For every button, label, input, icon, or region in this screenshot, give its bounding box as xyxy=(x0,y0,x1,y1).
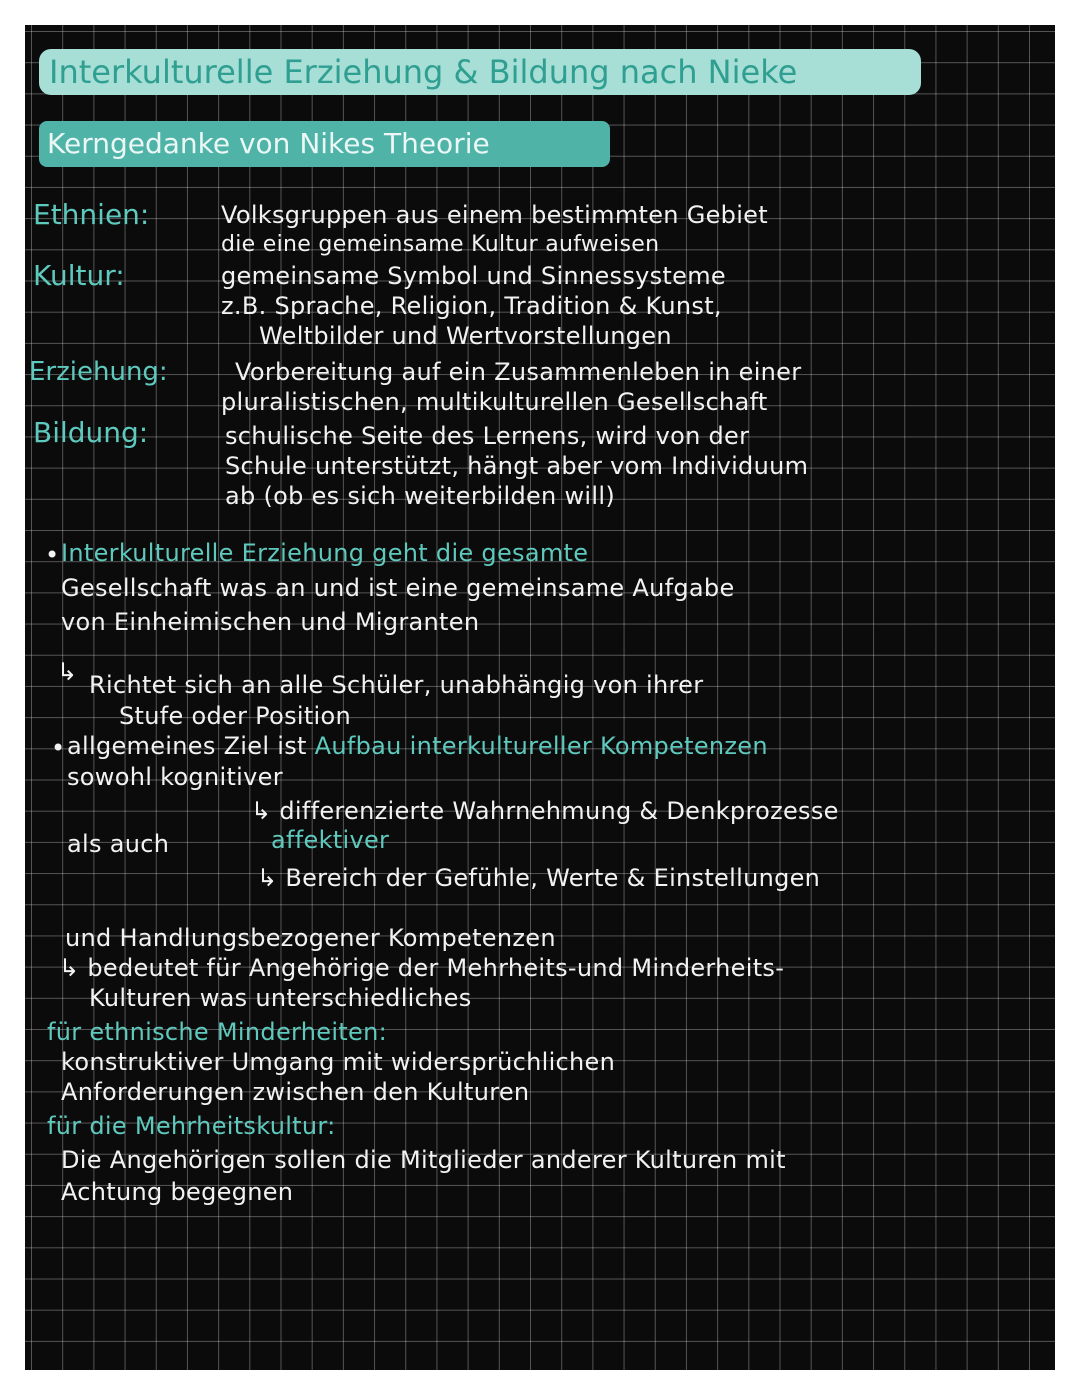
paragraph-line: affektiver xyxy=(271,826,390,854)
definition-line: pluralistischen, multikulturellen Gesellschaft xyxy=(221,388,768,416)
goal-highlight: Aufbau interkultureller Kompetenzen xyxy=(314,732,768,760)
paragraph-line: Interkulturelle Erziehung geht die gesamte xyxy=(61,539,589,567)
definition-line: z.B. Sprache, Religion, Tradition & Kunst, xyxy=(221,292,722,320)
page-title: Interkulturelle Erziehung & Bildung nach Nieke xyxy=(39,49,921,95)
section-heading: Kerngedanke von Nikes Theorie xyxy=(39,121,610,167)
definition-line: die eine gemeinsame Kultur aufweisen xyxy=(221,232,660,257)
paragraph-line: Richtet sich an alle Schüler, unabhängig von ihrer xyxy=(89,671,704,699)
paragraph-line: von Einheimischen und Migranten xyxy=(61,608,480,636)
term-ethnien: Ethnien: xyxy=(33,198,150,231)
paragraph-line: ↳ Bereich der Gefühle, Werte & Einstellungen xyxy=(257,864,821,892)
paragraph-line: konstruktiver Umgang mit widersprüchlichen xyxy=(61,1048,616,1076)
arrow-icon: ↳ xyxy=(57,658,78,686)
notes-page xyxy=(25,25,1055,1370)
paragraph-line: sowohl kognitiver xyxy=(67,763,283,791)
bullet-dot: • xyxy=(51,734,66,762)
definition-line: Volksgruppen aus einem bestimmten Gebiet xyxy=(221,201,768,229)
majority-label: für die Mehrheitskultur: xyxy=(47,1112,336,1140)
paragraph-line: ↳ bedeutet für Angehörige der Mehrheits-und Minderheits- xyxy=(59,954,785,982)
paragraph-line xyxy=(67,731,768,761)
term-kultur: Kultur: xyxy=(33,259,125,292)
definition-line: gemeinsame Symbol und Sinnessysteme xyxy=(221,262,726,290)
paragraph-line: ↳ differenzierte Wahrnehmung & Denkprozesse xyxy=(251,797,839,825)
paragraph-line: Achtung begegnen xyxy=(61,1178,294,1206)
paragraph-line: Anforderungen zwischen den Kulturen xyxy=(61,1078,530,1106)
paragraph-line: Gesellschaft was an und ist eine gemeinsame Aufgabe xyxy=(61,574,735,602)
paragraph-line: Die Angehörigen sollen die Mitglieder anderer Kulturen mit xyxy=(61,1146,786,1174)
term-erziehung: Erziehung: xyxy=(29,357,168,387)
bullet-dot: • xyxy=(45,541,60,569)
definition-line: ab (ob es sich weiterbilden will) xyxy=(225,482,615,510)
term-bildung: Bildung: xyxy=(33,416,149,449)
definition-line: Weltbilder und Wertvorstellungen xyxy=(259,322,672,350)
goal-prefix: allgemeines Ziel ist xyxy=(67,732,307,760)
paragraph-line: als auch xyxy=(67,830,170,858)
paragraph-line: Stufe oder Position xyxy=(119,702,352,730)
minority-label: für ethnische Minderheiten: xyxy=(47,1018,387,1046)
paragraph-line: Kulturen was unterschiedliches xyxy=(89,984,472,1012)
definition-line: schulische Seite des Lernens, wird von der xyxy=(225,422,750,450)
definition-line: Schule unterstützt, hängt aber vom Individuum xyxy=(225,452,809,480)
definition-line: Vorbereitung auf ein Zusammenleben in einer xyxy=(235,358,802,386)
paragraph-line: und Handlungsbezogener Kompetenzen xyxy=(65,924,556,952)
